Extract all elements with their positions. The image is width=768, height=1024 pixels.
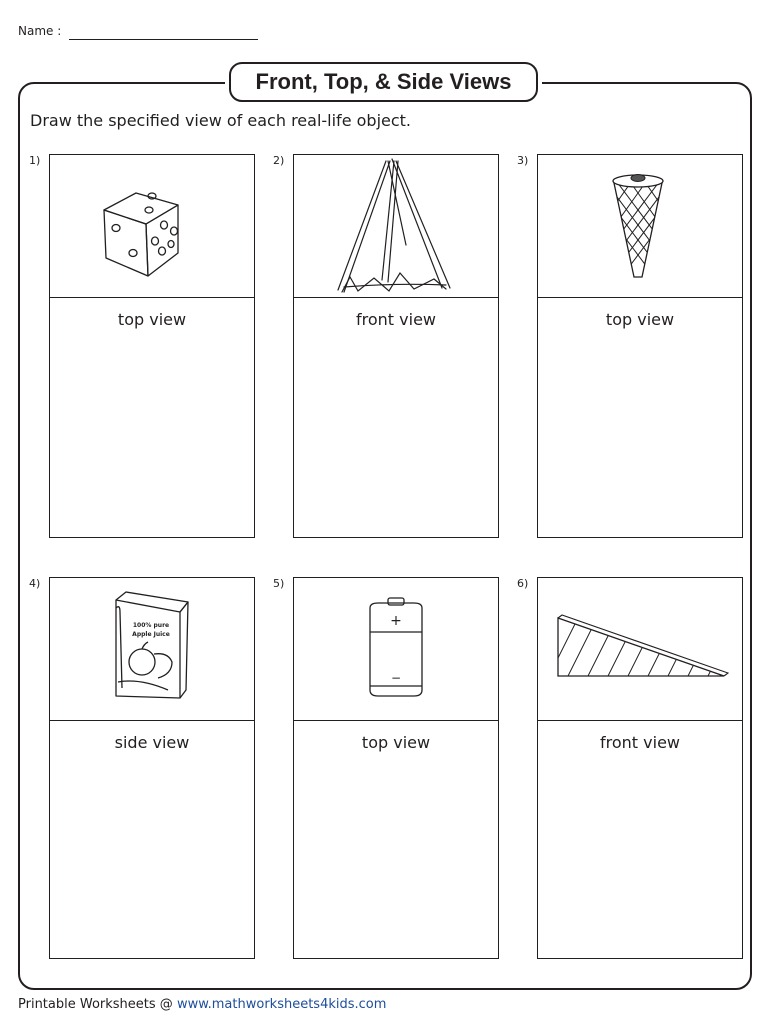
problem-card [293,154,499,538]
teepee-icon [294,155,498,298]
view-label: side view [114,733,190,752]
problem-number: 4) [29,577,41,590]
picture-area [538,578,742,721]
problem-card [537,577,743,959]
view-label: top view [605,310,675,329]
picture-area [538,155,742,298]
battery-icon [294,578,498,721]
die-icon [50,155,254,298]
problem-number: 2) [273,154,285,167]
instructions: Draw the specified view of each real-life object. [30,111,412,130]
minus-sign: − [390,671,402,685]
problem-card [49,154,255,538]
footer [18,997,386,1012]
box-text-1: 100% pure [132,622,170,629]
footer-prefix: Printable Worksheets @ [18,997,177,1012]
problem-card [293,577,499,959]
worksheet-title: Front, Top, & Side Views [255,69,512,94]
footer-link[interactable]: www.mathworksheets4kids.com [176,997,387,1012]
view-label: front view [600,733,680,752]
picture-area [50,578,254,721]
problem-number: 5) [273,577,285,590]
picture-area [294,155,498,298]
name-line[interactable] [69,39,258,40]
picture-area [294,578,498,721]
box-text-2: Apple Juice [132,631,170,638]
name-label: Name : [18,24,62,38]
problem-number: 1) [29,154,41,167]
problem-card [49,577,255,959]
picture-area [50,155,254,298]
juice-box-icon [50,578,254,721]
wedge-icon [538,578,742,721]
ice-cream-cone-icon [538,155,742,298]
view-label: top view [117,310,187,329]
problem-number: 3) [517,154,529,167]
view-label: top view [361,733,431,752]
title-box [229,62,538,102]
problem-card [537,154,743,538]
plus-sign: + [390,613,402,629]
view-label: front view [356,310,436,329]
problem-number: 6) [517,577,529,590]
